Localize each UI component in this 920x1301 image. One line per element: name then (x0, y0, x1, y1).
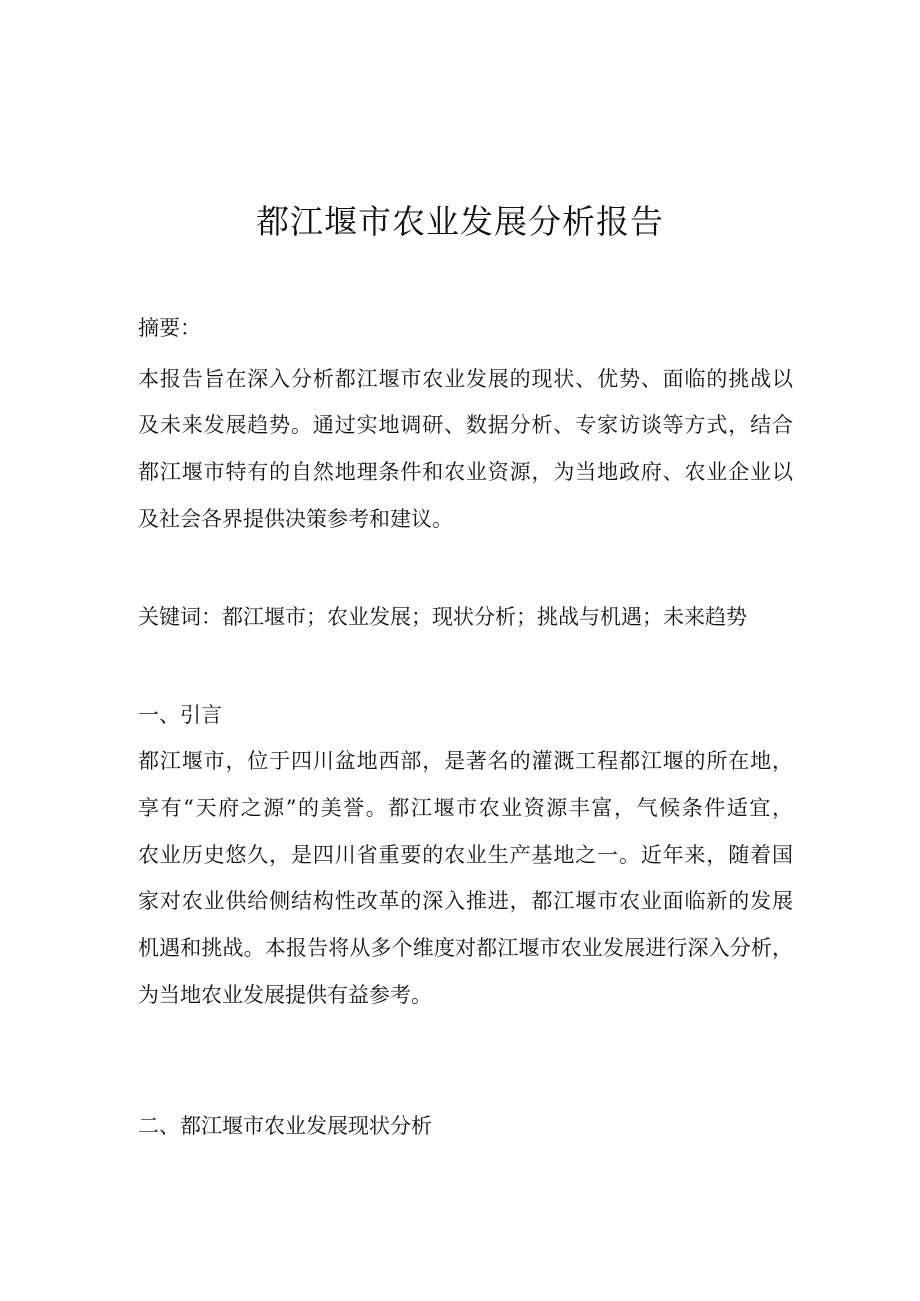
introduction-line: 享有“天府之源”的美誉。都江堰市农业资源丰富，气候条件适宜， (138, 796, 793, 820)
section-heading-status-analysis: 二、都江堰市农业发展现状分析 (138, 1114, 432, 1138)
keywords-line: 关键词：都江堰市；农业发展；现状分析；挑战与机遇；未来趋势 (138, 605, 747, 629)
section-heading-introduction: 一、引言 (138, 703, 222, 727)
introduction-line: 都江堰市，位于四川盆地西部，是著名的灌溉工程都江堰的所在地， (138, 749, 793, 773)
abstract-line: 都江堰市特有的自然地理条件和农业资源，为当地政府、农业企业以 (138, 460, 793, 484)
abstract-line: 本报告旨在深入分析都江堰市农业发展的现状、优势、面临的挑战以 (138, 367, 793, 391)
document-title: 都江堰市农业发展分析报告 (256, 202, 664, 241)
abstract-heading: 摘要： (138, 316, 201, 340)
introduction-line: 家对农业供给侧结构性改革的深入推进，都江堰市农业面临新的发展 (138, 889, 793, 913)
abstract-line: 及未来发展趋势。通过实地调研、数据分析、专家访谈等方式，结合 (138, 413, 793, 437)
abstract-line: 及社会各界提供决策参考和建议。 (138, 507, 453, 531)
introduction-line: 农业历史悠久，是四川省重要的农业生产基地之一。近年来，随着国 (138, 843, 793, 867)
introduction-line: 机遇和挑战。本报告将从多个维度对都江堰市农业发展进行深入分析， (138, 936, 793, 960)
introduction-line: 为当地农业发展提供有益参考。 (138, 983, 432, 1007)
